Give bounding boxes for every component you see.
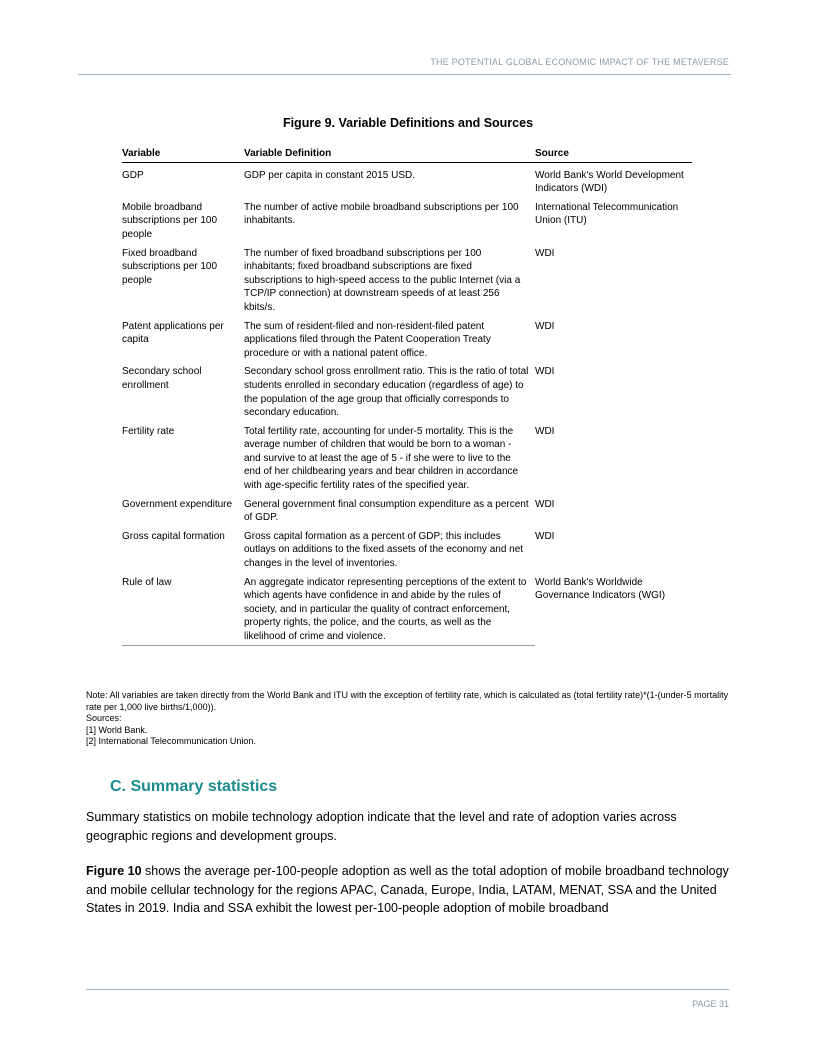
- column-header-variable: Variable: [122, 147, 244, 164]
- note-text: Note: All variables are taken directly from the World Bank and ITU with the exception of fertility rate, which is calculated as (total fertility rate)*(1-(under-5 mortality rate per 1,000 live births/1,000)).: [86, 690, 729, 712]
- table-row: [122, 572, 692, 645]
- cell-variable: Mobile broadband subscriptions per 100 people: [122, 201, 218, 240]
- variable-definitions-table: [122, 147, 692, 646]
- cell-definition: Gross capital formation as a percent of GDP; this includes outlays on additions to the fixed assets of the economy and net changes in the level of inventories.: [244, 530, 524, 570]
- source-item: [2] International Telecommunication Union.: [86, 736, 256, 746]
- table-header-row: [122, 147, 692, 164]
- table-notes: [86, 690, 736, 748]
- header-divider: [78, 74, 731, 75]
- cell-source: WDI: [535, 425, 555, 437]
- page-number: PAGE 31: [692, 999, 729, 1009]
- cell-variable: Gross capital formation: [122, 530, 225, 542]
- cell-variable: Secondary school enrollment: [122, 366, 202, 391]
- source-item: [1] World Bank.: [86, 724, 148, 735]
- cell-variable: Patent applications per capita: [122, 320, 224, 346]
- cell-source: WDI: [535, 530, 555, 542]
- table-row: [122, 243, 692, 316]
- cell-source: WDI: [535, 498, 555, 510]
- table-row: [122, 421, 692, 494]
- cell-source: WDI: [535, 320, 555, 332]
- cell-source: WDI: [535, 366, 555, 378]
- table-row: [122, 361, 692, 420]
- running-header: THE POTENTIAL GLOBAL ECONOMIC IMPACT OF THE METAVERSE: [430, 57, 729, 67]
- footer-divider: [86, 989, 729, 990]
- cell-definition: The sum of resident-filed and non-resident-filed patent applications filed through the Patent Cooperation Treaty procedure or with a national patent office.: [244, 320, 491, 359]
- cell-definition: Total fertility rate, accounting for under-5 mortality. This is the average number of children that would be born to a woman - and survive to at least the age of 5 - if she were to live to the end of her childbearing years and bear children in accordance with age-specific fertility rates of the specified year.: [244, 425, 519, 492]
- cell-variable: Fertility rate: [122, 425, 175, 437]
- cell-variable: Rule of law: [122, 572, 244, 645]
- cell-definition: An aggregate indicator representing perceptions of the extent to which agents have confidence in and abide by the rules of society, and in particular the quality of contract enforcement, property rights, the police, and the courts, as well as the likelihood of crime and violence.: [244, 572, 535, 645]
- figure-title: Figure 9. Variable Definitions and Sources: [282, 116, 534, 130]
- section-heading: C. Summary statistics: [110, 778, 278, 795]
- cell-source: WDI: [535, 247, 555, 259]
- column-header-source: Source: [535, 147, 692, 164]
- cell-definition: The number of active mobile broadband subscriptions per 100 inhabitants.: [244, 201, 519, 227]
- body-paragraph: [86, 862, 736, 918]
- cell-variable: GDP: [122, 169, 144, 181]
- cell-variable: Fixed broadband subscriptions per 100 people: [122, 247, 218, 286]
- cell-definition: The number of fixed broadband subscriptions per 100 inhabitants; fixed broadband subscriptions are fixed subscriptions to high-speed access to the public Internet (via a TCP/IP connection) at downstream speeds of at least 256 kbits/s.: [244, 247, 521, 313]
- table-row: [122, 164, 692, 197]
- sources-label: Sources:: [86, 713, 122, 723]
- cell-definition: General government final consumption expenditure as a percent of GDP.: [244, 498, 529, 524]
- cell-definition: Secondary school gross enrollment ratio. This is the ratio of total students enrolled in secondary education (regardless of age) to the population of the age group that officially corresponds to secondary education.: [244, 366, 529, 419]
- cell-source: World Bank's Worldwide Governance Indicators (WGI): [535, 576, 666, 602]
- table-row: [122, 494, 692, 526]
- table-row: [122, 197, 692, 243]
- cell-source: World Bank's World Development Indicators (WDI): [535, 169, 684, 195]
- cell-source: International Telecommunication Union (ITU): [535, 201, 679, 227]
- table-row: [122, 526, 692, 572]
- table-row: [122, 316, 692, 362]
- cell-variable: Government expenditure: [122, 498, 233, 510]
- body-paragraph: Summary statistics on mobile technology adoption indicate that the level and rate of adoption varies across geographic regions and development groups.: [86, 810, 677, 843]
- cell-definition: GDP per capita in constant 2015 USD.: [244, 169, 416, 181]
- figure-reference: Figure 10: [86, 864, 142, 878]
- paragraph-text: shows the average per-100-people adoption as well as the total adoption of mobile broadband technology and mobile cellular technology for the regions APAC, Canada, Europe, India, LATAM, MENAT, SSA and the United States in 2019. India and SSA exhibit the lowest per-100-people adoption of mobile broadband: [86, 864, 729, 915]
- column-header-definition: Variable Definition: [244, 147, 535, 164]
